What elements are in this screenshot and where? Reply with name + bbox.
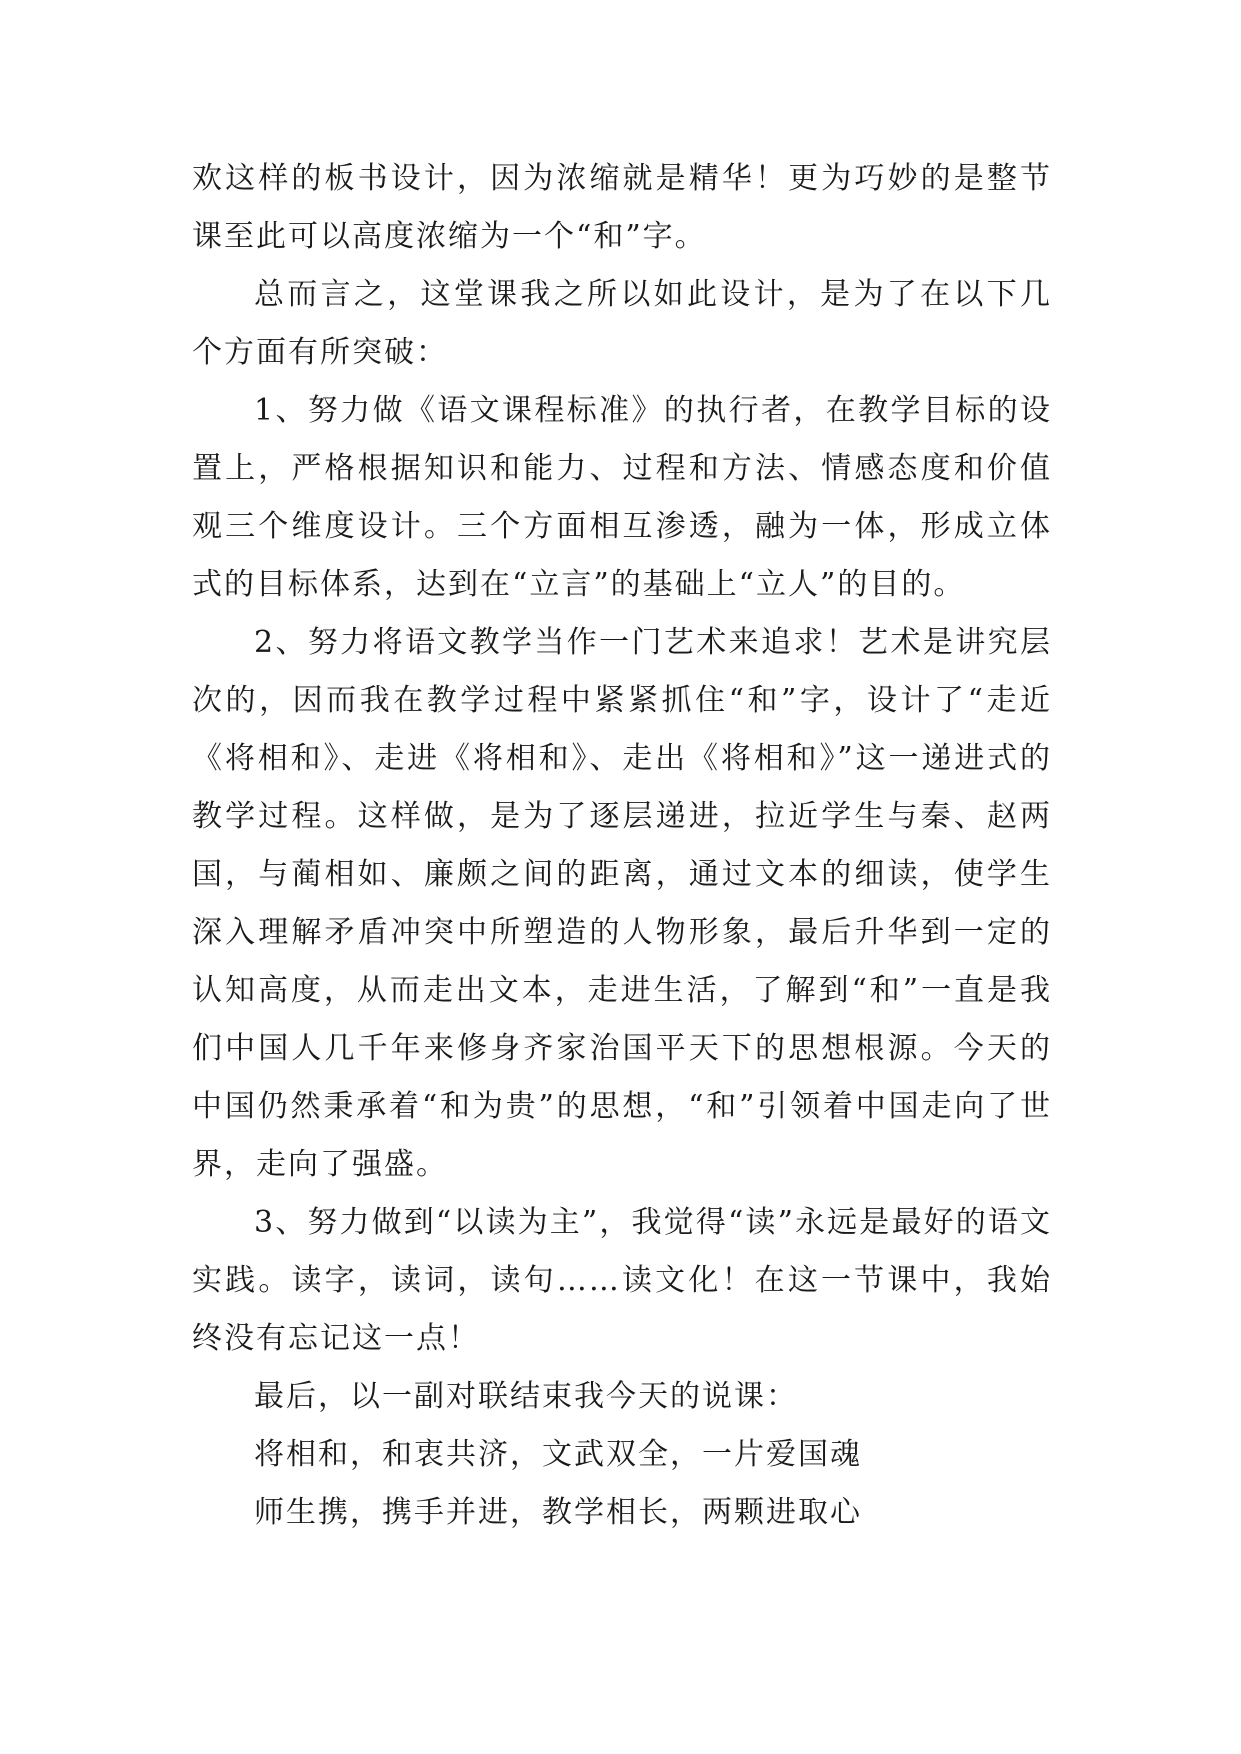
paragraph-point-2: 2、努力将语文教学当作一门艺术来追求！艺术是讲究层次的，因而我在教学过程中紧紧抓住“和”字，设计了“走近《将相和》、走进《将相和》、走出《将相和》”这一递进式的教学过程。这样做，是为了逐层递进，拉近学生与秦、赵两国，与蔺相如、廉颇之间的距离，通过文本的细读，使学生深入理解矛盾冲突中所塑造的人物形象，最后升华到一定的认知高度，从而走出文本，走进生活，了解到“和”一直是我们中国人几千年来修身齐家治国平天下的思想根源。今天的中国仍然秉承着“和为贵”的思想，“和”引领着中国走向了世界，走向了强盛。	[192, 625, 1052, 1182]
paragraph-summary: 总而言之，这堂课我之所以如此设计，是为了在以下几个方面有所突破：	[192, 277, 1052, 370]
couplet-line-1: 将相和，和衷共济，文武双全，一片爱国魂	[254, 1437, 862, 1472]
paragraph-closing: 最后，以一副对联结束我今天的说课：	[254, 1379, 798, 1414]
couplet-line-2: 师生携，携手并进，教学相长，两颗进取心	[254, 1495, 862, 1530]
document-body	[192, 150, 1052, 1542]
paragraph-point-3: 3、努力做到“以读为主”，我觉得“读”永远是最好的语文实践。读字，读词，读句……读文化！在这一节课中，我始终没有忘记这一点！	[192, 1205, 1052, 1356]
paragraph-continuation: 欢这样的板书设计，因为浓缩就是精华！更为巧妙的是整节课至此可以高度浓缩为一个“和”字。	[192, 161, 1052, 254]
paragraph-point-1: 1、努力做《语文课程标准》的执行者，在教学目标的设置上，严格根据知识和能力、过程和方法、情感态度和价值观三个维度设计。三个方面相互渗透，融为一体，形成立体式的目标体系，达到在“立言”的基础上“立人”的目的。	[192, 393, 1052, 602]
